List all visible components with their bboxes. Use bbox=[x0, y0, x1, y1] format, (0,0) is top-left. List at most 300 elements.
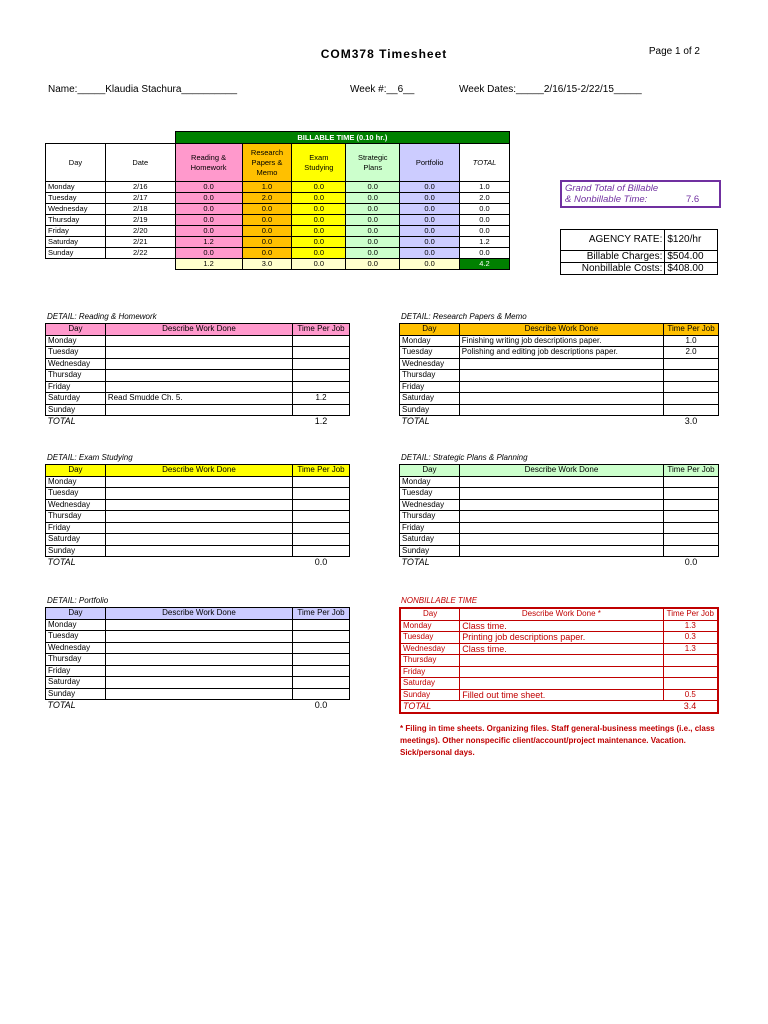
agency-rate-label: AGENCY RATE: bbox=[561, 230, 665, 251]
detail-portfolio-table bbox=[45, 607, 350, 711]
detail-description: Class time. bbox=[460, 643, 663, 655]
detail-time bbox=[293, 381, 350, 393]
detail-total-row bbox=[46, 416, 350, 427]
row-date: 2/16 bbox=[105, 182, 175, 193]
detail-description: Filled out time sheet. bbox=[460, 689, 663, 701]
total-reading: 1.2 bbox=[175, 259, 242, 270]
detail-description bbox=[105, 335, 292, 347]
col-total-header: TOTAL bbox=[460, 144, 510, 182]
detail-description: Class time. bbox=[460, 620, 663, 632]
detail-time: 0.5 bbox=[663, 689, 718, 701]
detail-header-row bbox=[400, 465, 719, 477]
billable-row bbox=[46, 237, 510, 248]
detail-time bbox=[293, 347, 350, 359]
cell-total: 1.2 bbox=[460, 237, 510, 248]
table-row bbox=[400, 643, 718, 655]
detail-description bbox=[105, 654, 292, 666]
table-row bbox=[400, 632, 718, 644]
detail-header-row bbox=[46, 608, 350, 620]
detail-portfolio-title: DETAIL: Portfolio bbox=[47, 596, 109, 605]
detail-time bbox=[293, 642, 350, 654]
detail-description bbox=[105, 522, 292, 534]
cell-exam: 0.0 bbox=[292, 204, 346, 215]
detail-research-title: DETAIL: Research Papers & Memo bbox=[401, 312, 527, 321]
cell-portfolio: 0.0 bbox=[400, 193, 460, 204]
detail-time bbox=[664, 534, 719, 546]
detail-time-header: Time Per Job bbox=[664, 324, 719, 336]
table-row bbox=[46, 393, 350, 405]
detail-day: Monday bbox=[46, 335, 106, 347]
detail-total-label: TOTAL bbox=[47, 700, 76, 711]
table-row bbox=[400, 620, 718, 632]
detail-description bbox=[105, 642, 292, 654]
table-row bbox=[46, 631, 350, 643]
detail-reading-title: DETAIL: Reading & Homework bbox=[47, 312, 157, 321]
detail-time bbox=[663, 678, 718, 690]
detail-description bbox=[105, 688, 292, 700]
table-row bbox=[400, 678, 718, 690]
detail-day-header: Day bbox=[400, 608, 460, 620]
detail-time bbox=[293, 688, 350, 700]
table-row bbox=[46, 476, 350, 488]
detail-nonbillable-title: NONBILLABLE TIME bbox=[401, 596, 478, 605]
cell-portfolio: 0.0 bbox=[400, 182, 460, 193]
row-date: 2/22 bbox=[105, 248, 175, 259]
cell-research: 0.0 bbox=[242, 248, 292, 259]
cell-exam: 0.0 bbox=[292, 193, 346, 204]
total-strategic: 0.0 bbox=[346, 259, 400, 270]
billable-row bbox=[46, 226, 510, 237]
table-row bbox=[400, 404, 719, 416]
col-day-header: Day bbox=[46, 144, 106, 182]
detail-day: Friday bbox=[400, 666, 460, 678]
detail-day: Friday bbox=[400, 381, 460, 393]
detail-time bbox=[664, 393, 719, 405]
cell-portfolio: 0.0 bbox=[400, 204, 460, 215]
table-row bbox=[46, 677, 350, 689]
table-row bbox=[400, 358, 719, 370]
detail-description bbox=[459, 370, 663, 382]
nonbillable-footnote: * Filing in time sheets. Organizing files. Staff general-business meetings (i.e., class meetings). Other nonspecific client/account/project maintenance. Vacation. Sick/personal days. bbox=[400, 724, 715, 757]
cell-total: 0.0 bbox=[460, 226, 510, 237]
detail-day: Saturday bbox=[400, 678, 460, 690]
detail-total-value: 0.0 bbox=[684, 557, 698, 568]
detail-description bbox=[459, 545, 663, 557]
detail-day-header: Day bbox=[400, 324, 460, 336]
detail-description bbox=[460, 666, 663, 678]
detail-day: Friday bbox=[46, 522, 106, 534]
detail-description bbox=[459, 511, 663, 523]
detail-time bbox=[663, 655, 718, 667]
agency-rate-value: $120/hr bbox=[665, 230, 718, 251]
table-row bbox=[400, 393, 719, 405]
detail-nonbillable-table bbox=[399, 607, 719, 714]
table-row bbox=[46, 665, 350, 677]
cell-research: 0.0 bbox=[242, 215, 292, 226]
cell-reading: 0.0 bbox=[175, 215, 242, 226]
detail-day: Thursday bbox=[400, 370, 460, 382]
row-day: Thursday bbox=[46, 215, 106, 226]
detail-description bbox=[105, 499, 292, 511]
detail-day: Saturday bbox=[400, 393, 460, 405]
detail-time bbox=[664, 370, 719, 382]
detail-description bbox=[460, 678, 663, 690]
detail-time bbox=[293, 654, 350, 666]
table-row bbox=[46, 358, 350, 370]
detail-exam-title: DETAIL: Exam Studying bbox=[47, 453, 133, 462]
detail-description: Polishing and editing job descriptions paper. bbox=[459, 347, 663, 359]
detail-day: Monday bbox=[400, 335, 460, 347]
detail-time: 1.0 bbox=[664, 335, 719, 347]
nonbillable-costs-value: $408.00 bbox=[665, 263, 718, 275]
detail-day-header: Day bbox=[46, 608, 106, 620]
grand-total-label-2: & Nonbillable Time: bbox=[565, 194, 648, 205]
detail-description bbox=[105, 677, 292, 689]
detail-day: Monday bbox=[46, 476, 106, 488]
detail-description bbox=[459, 534, 663, 546]
cell-total: 0.0 bbox=[460, 204, 510, 215]
detail-time-header: Time Per Job bbox=[293, 465, 350, 477]
detail-day: Tuesday bbox=[46, 347, 106, 359]
detail-description bbox=[105, 488, 292, 500]
detail-day: Tuesday bbox=[400, 488, 460, 500]
billable-row bbox=[46, 182, 510, 193]
detail-total-value: 3.0 bbox=[684, 416, 698, 427]
cell-research: 2.0 bbox=[242, 193, 292, 204]
detail-day: Tuesday bbox=[400, 632, 460, 644]
table-row bbox=[46, 370, 350, 382]
grand-total-value: 7.6 bbox=[686, 194, 700, 205]
detail-reading-table bbox=[45, 323, 350, 427]
detail-day: Thursday bbox=[46, 370, 106, 382]
cell-strategic: 0.0 bbox=[346, 182, 400, 193]
detail-description bbox=[105, 358, 292, 370]
detail-total-label: TOTAL bbox=[47, 557, 76, 568]
detail-total-row bbox=[400, 701, 718, 713]
table-row bbox=[46, 381, 350, 393]
detail-time bbox=[293, 545, 350, 557]
detail-header-row bbox=[46, 465, 350, 477]
detail-total-row bbox=[46, 700, 350, 711]
billable-charges-label: Billable Charges: bbox=[561, 251, 665, 263]
row-date: 2/19 bbox=[105, 215, 175, 226]
table-row bbox=[400, 534, 719, 546]
detail-day: Tuesday bbox=[46, 488, 106, 500]
detail-day: Thursday bbox=[46, 654, 106, 666]
detail-description bbox=[105, 534, 292, 546]
detail-description bbox=[105, 370, 292, 382]
detail-description bbox=[459, 393, 663, 405]
detail-time: 1.3 bbox=[663, 643, 718, 655]
cell-strategic: 0.0 bbox=[346, 226, 400, 237]
table-row bbox=[400, 347, 719, 359]
detail-description bbox=[105, 347, 292, 359]
detail-time bbox=[664, 404, 719, 416]
detail-time bbox=[293, 522, 350, 534]
detail-time bbox=[293, 476, 350, 488]
detail-total-label: TOTAL bbox=[47, 416, 76, 427]
billable-charges-value: $504.00 bbox=[665, 251, 718, 263]
detail-time bbox=[664, 381, 719, 393]
detail-time-header: Time Per Job bbox=[293, 324, 350, 336]
detail-description bbox=[105, 476, 292, 488]
detail-time bbox=[664, 522, 719, 534]
detail-time bbox=[293, 631, 350, 643]
row-day: Saturday bbox=[46, 237, 106, 248]
total-grand-billable: 4.2 bbox=[460, 259, 510, 270]
detail-research-table bbox=[399, 323, 719, 427]
row-day: Sunday bbox=[46, 248, 106, 259]
row-day: Wednesday bbox=[46, 204, 106, 215]
detail-description: Finishing writing job descriptions paper. bbox=[459, 335, 663, 347]
detail-day: Saturday bbox=[46, 393, 106, 405]
detail-time bbox=[293, 619, 350, 631]
cell-strategic: 0.0 bbox=[346, 215, 400, 226]
table-row bbox=[46, 534, 350, 546]
detail-header-row bbox=[400, 324, 719, 336]
detail-total-label: TOTAL bbox=[401, 557, 430, 568]
detail-strategic-title: DETAIL: Strategic Plans & Planning bbox=[401, 453, 528, 462]
detail-description bbox=[459, 358, 663, 370]
table-row bbox=[46, 522, 350, 534]
cell-portfolio: 0.0 bbox=[400, 226, 460, 237]
detail-day-header: Day bbox=[46, 324, 106, 336]
col-reading-header: Reading & Homework bbox=[175, 144, 242, 182]
detail-day: Sunday bbox=[400, 689, 460, 701]
table-row bbox=[46, 642, 350, 654]
total-exam: 0.0 bbox=[292, 259, 346, 270]
col-portfolio-header: Portfolio bbox=[400, 144, 460, 182]
detail-time bbox=[664, 511, 719, 523]
detail-time-header: Time Per Job bbox=[293, 608, 350, 620]
detail-day: Thursday bbox=[400, 511, 460, 523]
detail-strategic-table bbox=[399, 464, 719, 568]
detail-description bbox=[459, 499, 663, 511]
detail-day: Sunday bbox=[400, 404, 460, 416]
rates-table bbox=[560, 229, 718, 275]
detail-time-header: Time Per Job bbox=[664, 465, 719, 477]
row-day: Monday bbox=[46, 182, 106, 193]
table-row bbox=[400, 689, 718, 701]
cell-research: 0.0 bbox=[242, 237, 292, 248]
cell-strategic: 0.0 bbox=[346, 193, 400, 204]
detail-description bbox=[459, 404, 663, 416]
cell-exam: 0.0 bbox=[292, 248, 346, 259]
detail-total-row bbox=[400, 416, 719, 427]
table-row bbox=[400, 381, 719, 393]
cell-reading: 0.0 bbox=[175, 204, 242, 215]
total-portfolio: 0.0 bbox=[400, 259, 460, 270]
detail-total-label: TOTAL bbox=[401, 416, 430, 427]
table-row bbox=[400, 545, 719, 557]
detail-desc-header: Describe Work Done bbox=[459, 324, 663, 336]
table-row bbox=[46, 404, 350, 416]
week-dates-field: Week Dates:_____2/16/15-2/22/15_____ bbox=[459, 84, 642, 95]
detail-time: 1.2 bbox=[293, 393, 350, 405]
detail-day: Wednesday bbox=[46, 499, 106, 511]
detail-day: Tuesday bbox=[46, 631, 106, 643]
detail-time: 0.3 bbox=[663, 632, 718, 644]
detail-day-header: Day bbox=[46, 465, 106, 477]
cell-research: 0.0 bbox=[242, 204, 292, 215]
row-date: 2/17 bbox=[105, 193, 175, 204]
table-row bbox=[400, 666, 718, 678]
detail-total-row bbox=[46, 557, 350, 568]
detail-time bbox=[293, 534, 350, 546]
detail-day: Wednesday bbox=[46, 642, 106, 654]
detail-time-header: Time Per Job bbox=[663, 608, 718, 620]
col-exam-header: Exam Studying bbox=[292, 144, 346, 182]
table-row bbox=[46, 688, 350, 700]
billable-time-header: BILLABLE TIME (0.10 hr.) bbox=[175, 132, 509, 144]
detail-description bbox=[459, 488, 663, 500]
billable-time-table bbox=[45, 131, 510, 270]
detail-time bbox=[293, 677, 350, 689]
total-research: 3.0 bbox=[242, 259, 292, 270]
detail-time bbox=[664, 488, 719, 500]
table-row bbox=[46, 654, 350, 666]
detail-description bbox=[459, 381, 663, 393]
detail-time: 2.0 bbox=[664, 347, 719, 359]
cell-total: 1.0 bbox=[460, 182, 510, 193]
table-row bbox=[400, 335, 719, 347]
name-field: Name:_____Klaudia Stachura__________ bbox=[48, 84, 238, 95]
detail-day: Wednesday bbox=[400, 643, 460, 655]
detail-time bbox=[293, 335, 350, 347]
detail-total-value: 0.0 bbox=[314, 557, 328, 568]
detail-total-value: 3.4 bbox=[683, 701, 697, 712]
table-row bbox=[46, 347, 350, 359]
cell-portfolio: 0.0 bbox=[400, 215, 460, 226]
detail-day: Saturday bbox=[400, 534, 460, 546]
table-row bbox=[46, 511, 350, 523]
row-date: 2/21 bbox=[105, 237, 175, 248]
detail-time bbox=[664, 545, 719, 557]
detail-time bbox=[293, 499, 350, 511]
table-row bbox=[400, 370, 719, 382]
row-day: Tuesday bbox=[46, 193, 106, 204]
nonbillable-costs-label: Nonbillable Costs: bbox=[561, 263, 665, 275]
row-date: 2/20 bbox=[105, 226, 175, 237]
detail-day: Friday bbox=[46, 381, 106, 393]
cell-reading: 0.0 bbox=[175, 193, 242, 204]
detail-day: Sunday bbox=[46, 404, 106, 416]
detail-day: Sunday bbox=[400, 545, 460, 557]
detail-description bbox=[105, 665, 292, 677]
detail-header-row bbox=[400, 608, 718, 620]
cell-strategic: 0.0 bbox=[346, 237, 400, 248]
page-number: Page 1 of 2 bbox=[648, 46, 700, 57]
detail-description bbox=[460, 655, 663, 667]
cell-total: 0.0 bbox=[460, 215, 510, 226]
detail-day: Friday bbox=[400, 522, 460, 534]
detail-day: Thursday bbox=[400, 655, 460, 667]
cell-reading: 1.2 bbox=[175, 237, 242, 248]
detail-description bbox=[459, 476, 663, 488]
detail-desc-header: Describe Work Done bbox=[105, 465, 292, 477]
cell-portfolio: 0.0 bbox=[400, 248, 460, 259]
table-row bbox=[400, 488, 719, 500]
detail-time bbox=[664, 499, 719, 511]
detail-description bbox=[459, 522, 663, 534]
detail-description bbox=[105, 619, 292, 631]
detail-description bbox=[105, 511, 292, 523]
billable-row bbox=[46, 204, 510, 215]
page-title: COM378 Timesheet bbox=[320, 47, 448, 61]
col-date-header: Date bbox=[105, 144, 175, 182]
cell-exam: 0.0 bbox=[292, 182, 346, 193]
detail-day: Wednesday bbox=[400, 499, 460, 511]
detail-description bbox=[105, 631, 292, 643]
table-row bbox=[400, 655, 718, 667]
cell-portfolio: 0.0 bbox=[400, 237, 460, 248]
detail-day: Wednesday bbox=[46, 358, 106, 370]
table-row bbox=[400, 476, 719, 488]
detail-day: Friday bbox=[46, 665, 106, 677]
detail-total-value: 1.2 bbox=[314, 416, 328, 427]
detail-day: Monday bbox=[400, 476, 460, 488]
table-row bbox=[400, 511, 719, 523]
grand-total-box bbox=[560, 180, 721, 208]
detail-day: Tuesday bbox=[400, 347, 460, 359]
col-research-header: Research Papers & Memo bbox=[242, 144, 292, 182]
grand-total-label-1: Grand Total of Billable bbox=[565, 183, 659, 194]
table-row bbox=[400, 522, 719, 534]
detail-time: 1.3 bbox=[663, 620, 718, 632]
detail-total-row bbox=[400, 557, 719, 568]
cell-exam: 0.0 bbox=[292, 237, 346, 248]
cell-reading: 0.0 bbox=[175, 226, 242, 237]
detail-day: Monday bbox=[400, 620, 460, 632]
detail-day: Monday bbox=[46, 619, 106, 631]
detail-day: Sunday bbox=[46, 688, 106, 700]
table-row bbox=[46, 335, 350, 347]
detail-time bbox=[293, 370, 350, 382]
detail-day: Saturday bbox=[46, 677, 106, 689]
detail-time bbox=[664, 476, 719, 488]
col-strategic-header: Strategic Plans bbox=[346, 144, 400, 182]
detail-time bbox=[664, 358, 719, 370]
detail-desc-header: Describe Work Done bbox=[105, 324, 292, 336]
row-date: 2/18 bbox=[105, 204, 175, 215]
detail-time bbox=[293, 511, 350, 523]
detail-desc-header: Describe Work Done bbox=[105, 608, 292, 620]
detail-day: Thursday bbox=[46, 511, 106, 523]
detail-exam-table bbox=[45, 464, 350, 568]
billable-row bbox=[46, 215, 510, 226]
detail-day: Sunday bbox=[46, 545, 106, 557]
cell-research: 1.0 bbox=[242, 182, 292, 193]
detail-day: Saturday bbox=[46, 534, 106, 546]
cell-reading: 0.0 bbox=[175, 182, 242, 193]
detail-description: Printing job descriptions paper. bbox=[460, 632, 663, 644]
table-row bbox=[46, 488, 350, 500]
cell-exam: 0.0 bbox=[292, 226, 346, 237]
cell-strategic: 0.0 bbox=[346, 248, 400, 259]
detail-time bbox=[293, 488, 350, 500]
week-number-field: Week #:__6__ bbox=[350, 84, 415, 95]
detail-header-row bbox=[46, 324, 350, 336]
detail-description: Read Smudde Ch. 5. bbox=[105, 393, 292, 405]
table-row bbox=[46, 619, 350, 631]
detail-time bbox=[293, 665, 350, 677]
detail-description bbox=[105, 545, 292, 557]
cell-total: 2.0 bbox=[460, 193, 510, 204]
detail-total-value: 0.0 bbox=[314, 700, 328, 711]
billable-row bbox=[46, 193, 510, 204]
detail-day: Wednesday bbox=[400, 358, 460, 370]
table-row bbox=[46, 545, 350, 557]
